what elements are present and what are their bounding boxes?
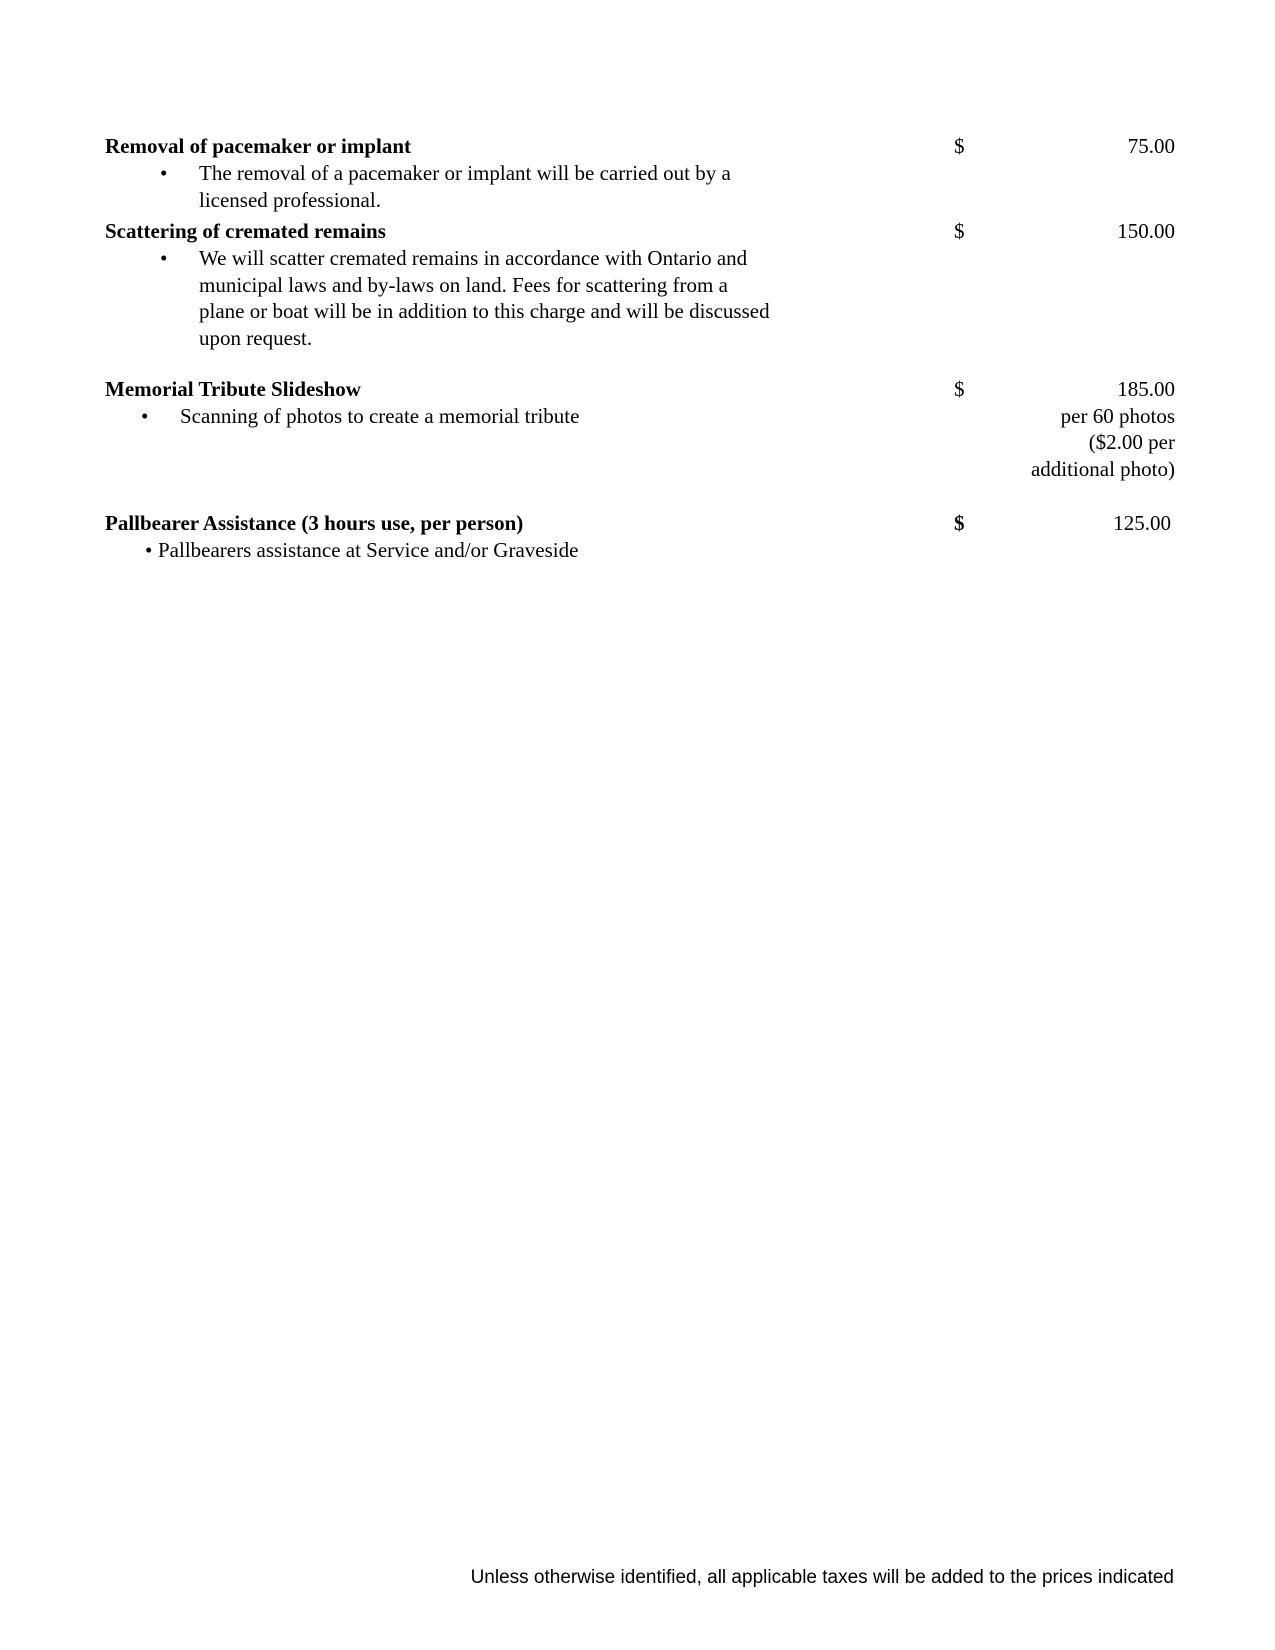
item-description: Pallbearers assistance at Service and/or Graveside <box>158 538 579 562</box>
price-amount: 125.00 <box>1113 511 1171 535</box>
price-additional-continued: additional photo) <box>1030 456 1175 481</box>
price-amount: 185.00 <box>1117 377 1175 401</box>
item-title: Removal of pacemaker or implant <box>105 134 412 158</box>
fee-item-memorial-slideshow <box>105 376 1175 491</box>
price-amount: 150.00 <box>1117 219 1175 243</box>
price-amount: 75.00 <box>1127 134 1175 158</box>
price-unit: per 60 photos <box>1060 403 1175 428</box>
item-description: We will scatter cremated remains in accordance with Ontario and municipal laws and by-laws on land. Fees for scattering from a plane or boat will be in addition to this charge and will be discussed upon request. <box>199 246 770 350</box>
item-price <box>975 376 1175 482</box>
fee-item-pallbearer <box>105 510 1175 570</box>
item-price <box>971 510 1171 537</box>
bullet-icon: • <box>160 161 168 185</box>
item-title: Scattering of cremated remains <box>105 219 386 243</box>
currency-symbol: $ <box>954 511 965 535</box>
tax-footnote: Unless otherwise identified, all applicable taxes will be added to the prices indicated <box>470 1567 1174 1588</box>
item-price <box>975 133 1175 160</box>
item-description: Scanning of photos to create a memorial tribute <box>180 404 580 428</box>
bullet-icon: • <box>145 538 153 562</box>
currency-symbol: $ <box>954 377 965 401</box>
currency-symbol: $ <box>954 219 965 243</box>
fee-item-scattering <box>105 218 1175 358</box>
item-title: Memorial Tribute Slideshow <box>105 377 361 401</box>
item-title: Pallbearer Assistance (3 hours use, per person) <box>105 511 524 535</box>
item-description: The removal of a pacemaker or implant will be carried out by a licensed professional. <box>199 161 731 212</box>
fee-item-pacemaker-removal <box>105 133 1175 213</box>
bullet-icon: • <box>141 404 149 428</box>
price-additional: ($2.00 per <box>1088 430 1175 454</box>
bullet-icon: • <box>160 246 168 270</box>
currency-symbol: $ <box>954 134 965 158</box>
item-price <box>975 218 1175 245</box>
